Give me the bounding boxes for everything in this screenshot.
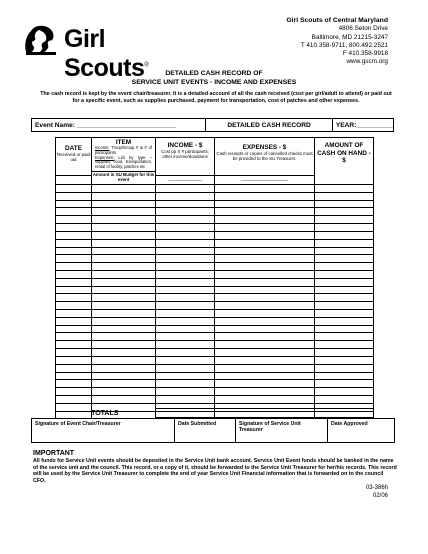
document-title-line2: SERVICE UNIT EVENTS - INCOME AND EXPENSES — [131, 78, 297, 86]
row-item-cell[interactable] — [92, 247, 156, 255]
row-date-cell[interactable] — [56, 263, 92, 271]
org-fax: F 410.358-9918 — [342, 50, 388, 58]
row-income-cell[interactable] — [156, 325, 215, 333]
row-item-cell[interactable] — [92, 270, 156, 278]
row-item-cell[interactable] — [92, 200, 156, 208]
row-expenses-cell[interactable] — [215, 247, 315, 255]
row-income-cell[interactable] — [156, 341, 215, 349]
table-row — [56, 200, 374, 208]
row-income-cell[interactable] — [156, 286, 215, 294]
row-income-cell[interactable] — [156, 278, 215, 286]
document-title-line1: DETAILED CASH RECORD OF — [165, 70, 263, 77]
table-row — [56, 294, 374, 302]
row-cash-cell[interactable] — [315, 395, 374, 403]
row-expenses-cell[interactable] — [215, 356, 315, 364]
row-expenses-cell[interactable] — [215, 302, 315, 310]
row-item-cell[interactable] — [92, 356, 156, 364]
table-row — [56, 388, 374, 396]
row-date-cell[interactable] — [56, 302, 92, 310]
row-item-cell[interactable] — [92, 317, 156, 325]
row-income-cell[interactable] — [156, 294, 215, 302]
row-expenses-cell[interactable] — [215, 255, 315, 263]
trefoil-profiles-icon — [22, 22, 60, 58]
ledger-body — [56, 185, 374, 419]
row-date-cell[interactable] — [56, 349, 92, 357]
row-income-cell[interactable] — [156, 372, 215, 380]
event-header-row — [31, 118, 394, 132]
row-date-cell[interactable] — [56, 208, 92, 216]
row-income-cell[interactable] — [156, 247, 215, 255]
row-item-cell[interactable] — [92, 349, 156, 357]
row-cash-cell[interactable] — [315, 380, 374, 388]
row-expenses-cell[interactable] — [215, 325, 315, 333]
row-cash-cell[interactable] — [315, 270, 374, 278]
row-item-cell[interactable] — [92, 231, 156, 239]
table-row — [56, 356, 374, 364]
row-expenses-cell[interactable] — [215, 231, 315, 239]
row-expenses-cell[interactable] — [215, 263, 315, 271]
org-website: www.gscm.org — [346, 58, 388, 66]
row-item-cell[interactable] — [92, 333, 156, 341]
row-expenses-cell[interactable] — [215, 310, 315, 318]
col-expenses: EXPENSES - $ Cash receipts or copies of cancelled checks must be provided to the SU Treasurer. — [215, 138, 315, 176]
table-row — [56, 325, 374, 333]
row-date-cell[interactable] — [56, 395, 92, 403]
date-approved[interactable]: Date Approved — [328, 419, 395, 443]
totals-label: TOTALS — [55, 409, 155, 418]
girl-scouts-logo — [22, 22, 192, 82]
row-date-cell[interactable] — [56, 231, 92, 239]
col-income: INCOME - $ Cost pp X # participants; other income/donations — [156, 138, 215, 176]
col-item: ITEM Income: Troop/Group # & # of participants Expenses: List by type – supplies, food, transportation, rental of facility, patches etc Amount in SU Budget for this event — [92, 138, 156, 185]
row-item-cell[interactable] — [92, 255, 156, 263]
org-address-block — [286, 17, 388, 67]
record-title: DETAILED CASH RECORD — [206, 119, 333, 131]
table-row — [56, 270, 374, 278]
row-cash-cell[interactable] — [315, 239, 374, 247]
row-cash-cell[interactable] — [315, 294, 374, 302]
row-cash-cell[interactable] — [315, 364, 374, 372]
row-cash-cell[interactable] — [315, 333, 374, 341]
row-cash-cell[interactable] — [315, 208, 374, 216]
table-row — [56, 380, 374, 388]
row-income-cell[interactable] — [156, 263, 215, 271]
item-budget-label: Amount in SU Budget for this event — [92, 171, 155, 182]
org-phone: T 410.358-9711, 800.492.2521 — [300, 41, 388, 49]
table-row — [56, 349, 374, 357]
row-date-cell[interactable] — [56, 364, 92, 372]
row-expenses-cell[interactable] — [215, 364, 315, 372]
row-income-cell[interactable] — [156, 185, 215, 193]
row-expenses-cell[interactable] — [215, 380, 315, 388]
table-row — [56, 185, 374, 193]
row-item-cell[interactable] — [92, 372, 156, 380]
year-field[interactable]: YEAR:__________ — [335, 121, 393, 129]
ledger-header-row — [56, 138, 374, 176]
row-cash-cell[interactable] — [315, 216, 374, 224]
intro-paragraph: The cash record is kept by the event chair/treasurer. It is a detailed account of all the cash received (cost per girl/adult to attend) or paid out for a specific event, such as supplies purchased, payment for transportation, cost of patches and other expenses. — [40, 91, 392, 105]
row-income-cell[interactable] — [156, 192, 215, 200]
row-expenses-cell[interactable] — [215, 270, 315, 278]
item-expenses-note: Expenses: List by type – supplies, food, transportation, rental of facility, patches etc — [95, 154, 152, 170]
row-cash-cell[interactable] — [315, 185, 374, 193]
form-code-block — [366, 485, 388, 500]
row-date-cell[interactable] — [56, 286, 92, 294]
row-income-cell[interactable] — [156, 310, 215, 318]
row-date-cell[interactable] — [56, 310, 92, 318]
row-expenses-cell[interactable] — [215, 185, 315, 193]
row-date-cell[interactable] — [56, 380, 92, 388]
row-item-cell[interactable] — [92, 364, 156, 372]
row-date-cell[interactable] — [56, 192, 92, 200]
signature-event-chair[interactable]: Signature of Event Chair/Treasurer — [32, 419, 175, 443]
row-date-cell[interactable] — [56, 224, 92, 232]
row-income-cell[interactable] — [156, 200, 215, 208]
row-date-cell[interactable] — [56, 185, 92, 193]
table-row — [56, 208, 374, 216]
row-item-cell[interactable] — [92, 302, 156, 310]
table-row — [56, 278, 374, 286]
row-income-cell[interactable] — [156, 356, 215, 364]
row-date-cell[interactable] — [56, 325, 92, 333]
row-income-cell[interactable] — [156, 224, 215, 232]
row-date-cell[interactable] — [56, 247, 92, 255]
table-row — [56, 192, 374, 200]
table-row — [56, 286, 374, 294]
row-cash-cell[interactable] — [315, 247, 374, 255]
row-expenses-cell[interactable] — [215, 395, 315, 403]
row-cash-cell[interactable] — [315, 278, 374, 286]
row-expenses-cell[interactable] — [215, 333, 315, 341]
row-expenses-cell[interactable] — [215, 278, 315, 286]
important-heading: IMPORTANT — [33, 450, 75, 457]
row-item-cell[interactable] — [92, 286, 156, 294]
table-row — [56, 341, 374, 349]
row-expenses-cell[interactable] — [215, 341, 315, 349]
totals-table — [55, 408, 374, 418]
totals-expenses-cell[interactable] — [214, 409, 314, 418]
row-income-cell[interactable] — [156, 388, 215, 396]
row-cash-cell[interactable] — [315, 317, 374, 325]
row-item-cell[interactable] — [92, 388, 156, 396]
totals-cash-cell[interactable] — [314, 409, 373, 418]
row-item-cell[interactable] — [92, 192, 156, 200]
important-text: All funds for Service Unit events should be deposited in the Service Unit bank account. Service Unit Event funds should be banked in the name of the service unit and the council. This record, or a copy of it, should be forwarded to the Service Unit Treasurer for her/his records. This record will be used by the Service Unit Treasurer to complete the end of year Service Unit Financial information that is forwarded on to the council CFO. — [33, 458, 397, 485]
row-date-cell[interactable] — [56, 239, 92, 247]
row-income-cell[interactable] — [156, 231, 215, 239]
row-income-cell[interactable] — [156, 216, 215, 224]
table-row — [56, 247, 374, 255]
row-expenses-cell[interactable] — [215, 294, 315, 302]
row-item-cell[interactable] — [92, 278, 156, 286]
row-cash-cell[interactable] — [315, 349, 374, 357]
table-row — [56, 317, 374, 325]
row-income-cell[interactable] — [156, 302, 215, 310]
row-income-cell[interactable] — [156, 364, 215, 372]
table-row — [56, 333, 374, 341]
table-row — [56, 395, 374, 403]
row-expenses-cell[interactable] — [215, 208, 315, 216]
row-cash-cell[interactable] — [315, 224, 374, 232]
row-income-cell[interactable] — [156, 380, 215, 388]
row-date-cell[interactable] — [56, 341, 92, 349]
row-expenses-cell[interactable] — [215, 317, 315, 325]
row-expenses-cell[interactable] — [215, 200, 315, 208]
row-date-cell[interactable] — [56, 278, 92, 286]
table-row — [56, 224, 374, 232]
form-code: 03-386h — [365, 485, 388, 491]
row-item-cell[interactable] — [92, 380, 156, 388]
row-income-cell[interactable] — [156, 270, 215, 278]
table-row — [56, 231, 374, 239]
row-date-cell[interactable] — [56, 294, 92, 302]
row-income-cell[interactable] — [156, 255, 215, 263]
row-date-cell[interactable] — [56, 270, 92, 278]
table-row — [56, 302, 374, 310]
brand-name: Girl Scouts® — [64, 25, 149, 82]
row-date-cell[interactable] — [56, 216, 92, 224]
table-row — [56, 263, 374, 271]
row-expenses-cell[interactable] — [215, 192, 315, 200]
table-row — [56, 216, 374, 224]
budget-date-cell[interactable] — [56, 176, 92, 185]
row-date-cell[interactable] — [56, 255, 92, 263]
col-cash-on-hand: AMOUNT OF CASH ON HAND - $ — [315, 138, 374, 185]
row-date-cell[interactable] — [56, 333, 92, 341]
row-item-cell[interactable] — [92, 310, 156, 318]
table-row — [56, 310, 374, 318]
totals-row — [55, 409, 373, 418]
row-item-cell[interactable] — [92, 224, 156, 232]
row-income-cell[interactable] — [156, 395, 215, 403]
row-item-cell[interactable] — [92, 208, 156, 216]
budget-income-dashes: ---------------------------- — [156, 176, 215, 185]
row-item-cell[interactable] — [92, 239, 156, 247]
row-cash-cell[interactable] — [315, 310, 374, 318]
table-row — [56, 239, 374, 247]
row-cash-cell[interactable] — [315, 302, 374, 310]
row-item-cell[interactable] — [92, 185, 156, 193]
row-date-cell[interactable] — [56, 356, 92, 364]
row-cash-cell[interactable] — [315, 263, 374, 271]
row-item-cell[interactable] — [92, 263, 156, 271]
row-date-cell[interactable] — [56, 388, 92, 396]
row-cash-cell[interactable] — [315, 356, 374, 364]
form-date: 02/06 — [372, 492, 388, 499]
org-city: Baltimore, MD 21215-3247 — [311, 33, 388, 41]
row-cash-cell[interactable] — [315, 200, 374, 208]
org-street: 4806 Seton Drive — [338, 25, 388, 33]
row-date-cell[interactable] — [56, 200, 92, 208]
row-cash-cell[interactable] — [315, 341, 374, 349]
row-expenses-cell[interactable] — [215, 372, 315, 380]
cash-ledger-table — [55, 137, 374, 419]
row-expenses-cell[interactable] — [215, 286, 315, 294]
row-cash-cell[interactable] — [315, 325, 374, 333]
row-item-cell[interactable] — [92, 341, 156, 349]
row-income-cell[interactable] — [156, 317, 215, 325]
row-expenses-cell[interactable] — [215, 239, 315, 247]
row-item-cell[interactable] — [92, 294, 156, 302]
row-item-cell[interactable] — [92, 325, 156, 333]
table-row — [56, 372, 374, 380]
event-name-field[interactable]: Event Name: ___________________________ — [32, 119, 206, 131]
item-income-note: Income: Troop/Group # & # of participants — [95, 145, 152, 155]
date-submitted[interactable]: Date Submitted — [175, 419, 236, 443]
col-date: DATE Received or paid out — [56, 138, 92, 176]
row-expenses-cell[interactable] — [215, 216, 315, 224]
row-item-cell[interactable] — [92, 395, 156, 403]
signature-su-treasurer[interactable]: Signature of Service Unit Treasurer — [236, 419, 328, 443]
signature-row — [32, 419, 395, 443]
row-income-cell[interactable] — [156, 208, 215, 216]
signature-table — [31, 418, 395, 443]
row-cash-cell[interactable] — [315, 255, 374, 263]
row-date-cell[interactable] — [56, 317, 92, 325]
row-cash-cell[interactable] — [315, 372, 374, 380]
budget-expenses-dashes: --------------------------------------- — [215, 176, 315, 185]
table-row — [56, 364, 374, 372]
row-expenses-cell[interactable] — [215, 224, 315, 232]
row-cash-cell[interactable] — [315, 286, 374, 294]
row-income-cell[interactable] — [156, 239, 215, 247]
org-name: Girl Scouts of Central Maryland — [286, 17, 388, 24]
table-row — [56, 255, 374, 263]
row-cash-cell[interactable] — [315, 388, 374, 396]
row-expenses-cell[interactable] — [215, 388, 315, 396]
row-income-cell[interactable] — [156, 333, 215, 341]
row-cash-cell[interactable] — [315, 192, 374, 200]
row-income-cell[interactable] — [156, 349, 215, 357]
totals-income-cell[interactable] — [155, 409, 214, 418]
row-cash-cell[interactable] — [315, 231, 374, 239]
row-date-cell[interactable] — [56, 372, 92, 380]
row-item-cell[interactable] — [92, 216, 156, 224]
row-expenses-cell[interactable] — [215, 349, 315, 357]
